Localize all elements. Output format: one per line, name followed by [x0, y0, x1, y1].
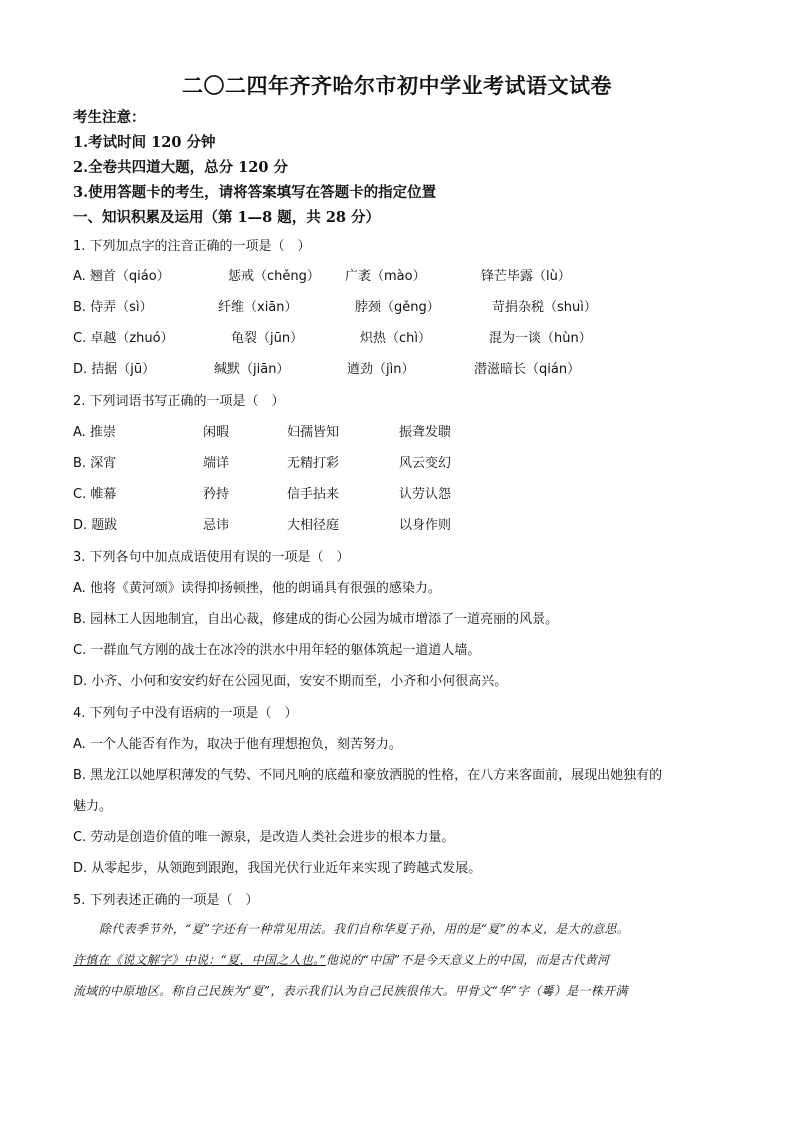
q3-option-d: D. 小齐、小何和安安约好在公园见面，安安不期而至，小齐和小何很高兴。 [73, 674, 508, 689]
q5-passage-underlined-quote: 许慎在《说文解字》中说：“夏，中国之人也。” [73, 953, 326, 967]
q2-row-d-col-4: 以身作则 [399, 518, 452, 533]
question-1-stem: 1. 下列加点字的注音正确的一项是（ ） [73, 239, 311, 254]
q2-row-c-col-3: 信手拈来 [287, 487, 340, 502]
notice-item-2: 2.全卷共四道大题，总分 120 分 [73, 159, 288, 176]
q1-row-d-col-1: D. 拮据（jū） [73, 362, 156, 377]
q4-option-b-continued: 魅力。 [73, 799, 113, 814]
q5-passage-line-3: 流域的中原地区。称自己民族为“夏”，表示我们认为自己民族很伟大。甲骨文“华”字（𠌶）是一株开满 [73, 984, 628, 998]
q3-option-c: C. 一群血气方刚的战士在冰冷的洪水中用年轻的躯体筑起一道道人墙。 [73, 643, 481, 658]
q2-row-a-col-2: 闲暇 [203, 425, 230, 440]
notice-item-1: 1.考试时间 120 分钟 [73, 134, 216, 151]
q3-option-a: A. 他将《黄河颂》读得抑扬顿挫，他的朗诵具有很强的感染力。 [73, 581, 441, 596]
q2-row-d-col-2: 忌讳 [203, 518, 230, 533]
q1-row-b-col-4: 苛捐杂税（shuì） [492, 300, 597, 315]
q1-row-b-col-2: 纤维（xiān） [218, 300, 298, 315]
q1-row-a-col-2: 惩戒（chěng） [228, 269, 320, 284]
q1-row-a-col-3: 广袤（mào） [345, 269, 426, 284]
q2-row-b-col-4: 风云变幻 [399, 456, 452, 471]
question-2-stem: 2. 下列词语书写正确的一项是（ ） [73, 394, 285, 409]
q3-option-b: B. 园林工人因地制宜，自出心裁，修建成的街心公园为城市增添了一道亮丽的风景。 [73, 612, 559, 627]
q2-row-a-col-4: 振聋发聩 [399, 425, 452, 440]
q1-row-c-col-3: 炽热（chì） [360, 331, 431, 346]
q1-row-b-col-3: 脖颈（gěng） [355, 300, 440, 315]
q2-row-c-col-1: C. 帷幕 [73, 487, 117, 502]
q2-row-a-col-3: 妇孺皆知 [287, 425, 340, 440]
q4-option-c: C. 劳动是创造价值的唯一源泉，是改造人类社会进步的根本力量。 [73, 830, 455, 845]
question-5-stem: 5. 下列表述正确的一项是（ ） [73, 893, 259, 908]
q4-option-d: D. 从零起步，从领跑到跟跑，我国光伏行业近年来实现了跨越式发展。 [73, 861, 482, 876]
q2-row-c-col-4: 认劳认怨 [399, 487, 452, 502]
section-heading-1: 一、知识积累及运用（第 1—8 题，共 28 分） [73, 209, 381, 226]
question-4-stem: 4. 下列句子中没有语病的一项是（ ） [73, 706, 298, 721]
q2-row-b-col-1: B. 深宵 [73, 456, 117, 471]
q2-row-d-col-1: D. 题跋 [73, 518, 118, 533]
q1-row-d-col-2: 缄默（jiān） [214, 362, 290, 377]
q1-row-a-col-1: A. 翘首（qiáo） [73, 269, 170, 284]
q1-row-b-col-1: B. 侍弄（sì） [73, 300, 153, 315]
q2-row-b-col-2: 端详 [203, 456, 230, 471]
q1-row-c-col-4: 混为一谈（hùn） [489, 331, 592, 346]
q1-row-a-col-4: 锋芒毕露（lù） [481, 269, 571, 284]
q5-passage-line-2-rest: 他说的“中国”不是今天意义上的中国，而是古代黄河 [325, 953, 610, 967]
q1-row-c-col-2: 龟裂（jūn） [231, 331, 304, 346]
q5-passage-line-2 [73, 951, 733, 968]
q1-row-c-col-1: C. 卓越（zhuó） [73, 331, 174, 346]
q5-passage-line-1: 除代表季节外，“夏”字还有一种常见用法。我们自称华夏子孙，用的是“夏”的本义，是大的意思。 [99, 922, 630, 936]
q4-option-b: B. 黑龙江以她厚积薄发的气势、不同凡响的底蕴和豪放洒脱的性格，在八方来客面前，展现出她独有的 [73, 768, 663, 783]
page-title: 二〇二四年齐齐哈尔市初中学业考试语文试卷 [182, 73, 612, 98]
q1-row-d-col-4: 潜滋暗长（qián） [474, 362, 581, 377]
q2-row-a-col-1: A. 推崇 [73, 425, 116, 440]
q2-row-c-col-2: 矜持 [203, 487, 230, 502]
notice-item-3: 3.使用答题卡的考生，请将答案填写在答题卡的指定位置 [73, 184, 437, 201]
question-3-stem: 3. 下列各句中加点成语使用有误的一项是（ ） [73, 550, 350, 565]
notice-heading: 考生注意： [73, 109, 146, 126]
q2-row-b-col-3: 无精打彩 [287, 456, 340, 471]
q4-option-a: A. 一个人能否有作为，取决于他有理想抱负，刻苦努力。 [73, 737, 402, 752]
q1-row-d-col-3: 遒劲（jìn） [347, 362, 415, 377]
q2-row-d-col-3: 大相径庭 [287, 518, 340, 533]
